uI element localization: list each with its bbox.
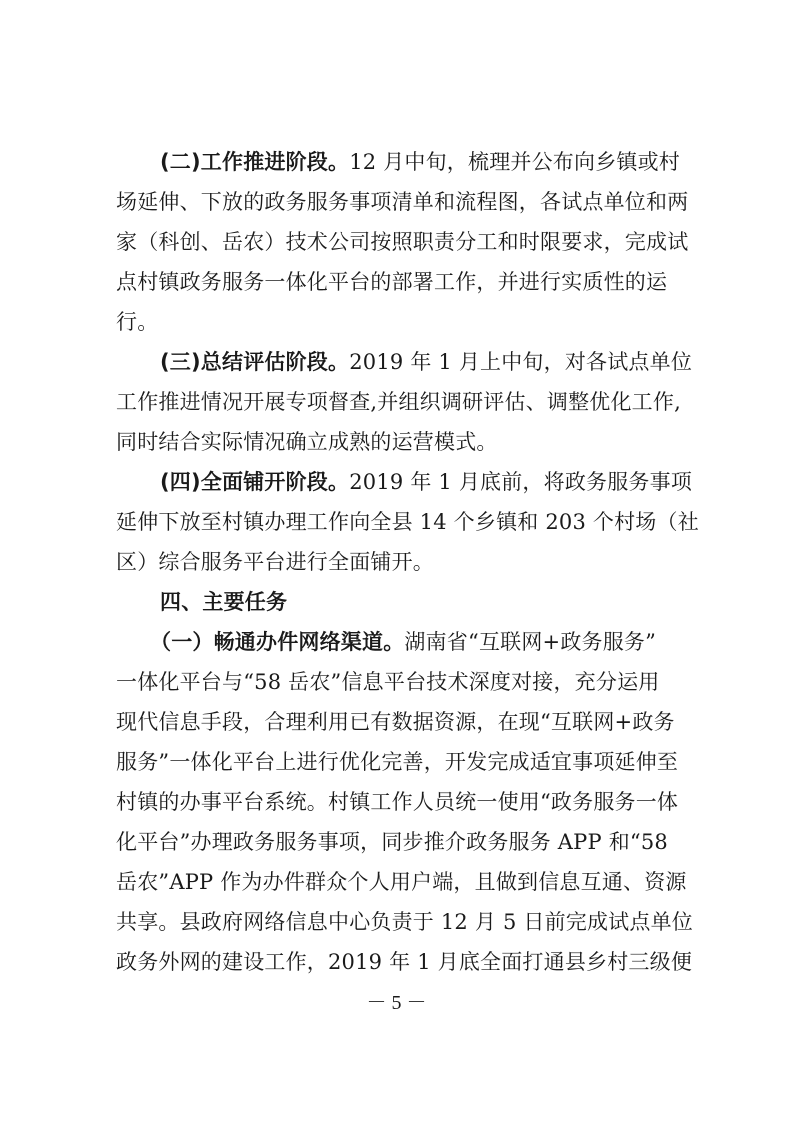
paragraph-text: 2019 年 1 月上中旬，对各试点单位 bbox=[349, 350, 693, 374]
paragraph-line: 岳农”APP 作为办件群众个人用户端，且做到信息互通、资源 bbox=[116, 870, 687, 894]
page-number: － 5 － bbox=[366, 992, 427, 1014]
paragraph-heading: (三)总结评估阶段。 bbox=[160, 350, 350, 374]
paragraph-heading: (二)工作推进阶段。 bbox=[160, 150, 350, 174]
paragraph-line: 共享。县政府网络信息中心负责于 12 月 5 日前完成试点单位 bbox=[116, 910, 693, 934]
section-heading: 四、主要任务 bbox=[160, 590, 288, 614]
paragraph-line: 现代信息手段，合理利用已有数据资源，在现“互联网+政务 bbox=[116, 710, 675, 734]
paragraph-line: 点村镇政务服务一体化平台的部署工作，并进行实质性的运 bbox=[116, 270, 668, 294]
paragraph-line: 一体化平台与“58 岳农”信息平台技术深度对接，充分运用 bbox=[116, 670, 660, 694]
paragraph-line: 村镇的办事平台系统。村镇工作人员统一使用“政务服务一体 bbox=[116, 790, 679, 814]
paragraph-line bbox=[160, 144, 682, 180]
paragraph-line: 化平台”办理政务服务事项，同步推介政务服务 APP 和“58 bbox=[116, 830, 668, 854]
paragraph-line: 服务”一体化平台上进行优化完善，开发完成适宜事项延伸至 bbox=[116, 750, 679, 774]
paragraph-text: 2019 年 1 月底前，将政务服务事项 bbox=[349, 470, 693, 494]
paragraph-line: 行。 bbox=[116, 310, 159, 334]
paragraph-line: 场延伸、下放的政务服务事项清单和流程图，各试点单位和两 bbox=[116, 190, 689, 214]
paragraph-line: 家（科创、岳农）技术公司按照职责分工和时限要求，完成试 bbox=[116, 230, 689, 254]
paragraph-line bbox=[150, 624, 682, 660]
paragraph-text: 湖南省“互联网+政务服务” bbox=[404, 630, 657, 654]
paragraph-line: 同时结合实际情况确立成熟的运营模式。 bbox=[116, 430, 498, 454]
paragraph-line: 区）综合服务平台进行全面铺开。 bbox=[116, 550, 434, 574]
paragraph-line: 政务外网的建设工作，2019 年 1 月底全面打通县乡村三级便 bbox=[116, 950, 693, 974]
paragraph-line: 延伸下放至村镇办理工作向全县 14 个乡镇和 203 个村场（社 bbox=[116, 510, 699, 534]
paragraph-heading: （一）畅通办件网络渠道。 bbox=[150, 630, 405, 654]
paragraph-line bbox=[160, 344, 693, 380]
paragraph-text: 12 月中旬，梳理并公布向乡镇或村 bbox=[349, 150, 680, 174]
paragraph-line: 工作推进情况开展专项督查,并组织调研评估、调整优化工作, bbox=[116, 390, 681, 414]
paragraph-line bbox=[160, 464, 693, 500]
paragraph-heading: (四)全面铺开阶段。 bbox=[160, 470, 350, 494]
